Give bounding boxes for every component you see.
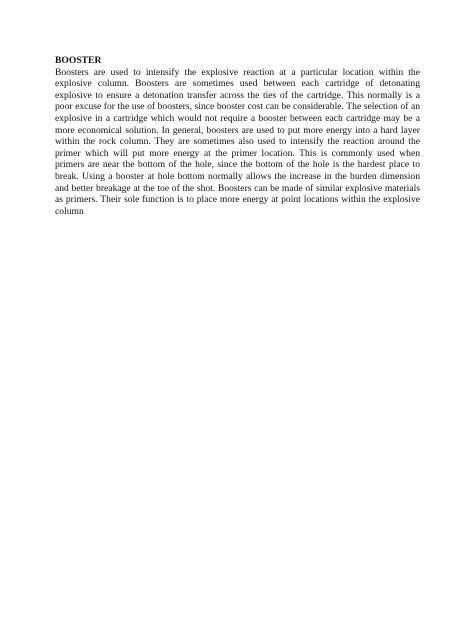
document-content [55, 55, 420, 217]
body-paragraph: Boosters are used to intensify the explosive reaction at a particular location within the explosive column. Boosters are sometimes used between each cartridge of detonating explosive to ensure a detonation transfer across the ties of the cartridge. This normally is a poor excuse for the use of boosters, since booster cost can be considerable. The selection of an explosive in a cartridge which would not require a booster between each cartridge may be a more economical solution. In general, boosters are used to put more energy into a hard layer within the rock column. They are sometimes also used to intensify the reaction around the primer which will put more energy at the primer location. This is commonly used when primers are near the bottom of the hole, since the bottom of the hole is the hardest place to break. Using a booster at hole bottom normally allows the increase in the burden dimension and better breakage at the toe of the shot. Boosters can be made of similar explosive materials as primers. Their sole function is to place more energy at point locations within the explosive column [55, 66, 420, 217]
section-heading: BOOSTER [55, 55, 102, 66]
